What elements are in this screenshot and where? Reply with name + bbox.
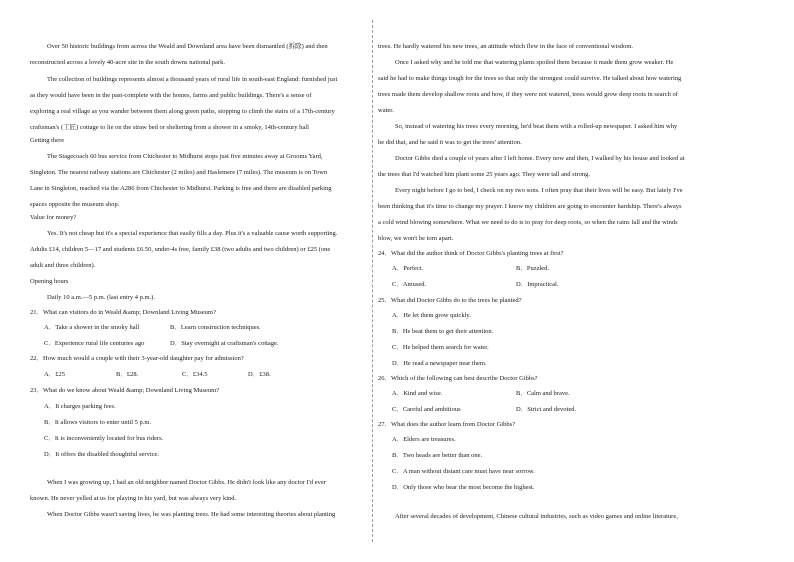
- passage-text: known. He never yelled at us for playing in his yard, but was always very kind.: [30, 495, 237, 502]
- passage-text: Once I asked why and he told me that watering plants spoiled them because it made them grow weaker. He: [395, 59, 674, 66]
- option-c: C．It is inconveniently located for bus riders.: [44, 435, 164, 442]
- question-stem: 27．What does the author learn from Doctor Gibbs?: [378, 421, 516, 428]
- passage-text: water.: [378, 107, 394, 114]
- option-c: C．£34.5: [182, 371, 208, 378]
- passage-text: trees made them develop shallow roots and how, if they were not watered, trees would grow deep roots in search of: [378, 91, 678, 98]
- option-c: C．Amused.: [392, 281, 427, 288]
- option-d: D．Impractical.: [516, 281, 559, 288]
- option-b: B．Calm and brave.: [516, 390, 570, 397]
- question-stem: 25．What did Doctor Gibbs do to the trees he planted?: [378, 297, 522, 304]
- option-c: C．A man without distant care must have near sorrow.: [392, 468, 535, 475]
- option-d: D．Stay overnight at craftsman's cottage.: [170, 340, 279, 347]
- passage-text: spaces opposite the museum shop.: [30, 201, 120, 208]
- option-b: B．Puzzled.: [516, 265, 550, 272]
- option-c: C．He helped them search for water.: [392, 344, 489, 351]
- option-d: D．He read a newspaper near them.: [392, 360, 487, 367]
- section-heading: Getting there: [30, 137, 65, 144]
- option-a: A．Perfect.: [392, 265, 424, 272]
- passage-text: trees. He hardly watered his new trees, an attitude which flew in the face of conventional wisdom.: [378, 43, 634, 50]
- option-a: A．£25: [44, 371, 65, 378]
- passage-text: Over 50 historic buildings from across the Weald and Downland area have been dismantled (拆除) and then: [47, 43, 328, 50]
- option-d: D．It offers the disabled thoughtful service.: [44, 451, 160, 458]
- option-a: A．Take a shower in the smoky hall: [44, 324, 140, 331]
- passage-text: craftsman's (工匠) cottage to lie on the straw bed or sheltering from a shower in a smoky, 14th-century hall: [30, 124, 309, 131]
- question-stem: 22．How much would a couple with their 3-year-old daughter pay for admission?: [30, 355, 244, 362]
- question-stem: 26．Which of the following can best describe Doctor Gibbs?: [378, 375, 538, 382]
- question-stem: 21．What can visitors do in Weald &amp; Downland Living Museum?: [30, 309, 216, 316]
- passage-text: a cold wind blowing somewhere. What we need to do is to pray for deep roots, so when the rains fall and the winds: [378, 219, 678, 226]
- passage-text: Singleton. The nearest railway stations are Chichester (2 miles) and Haslemere (7 miles). The museum is on Town: [30, 169, 328, 176]
- passage-text: blow, we won't be torn apart.: [378, 235, 454, 242]
- passage-text: as they would have been in the past-complete with the homes, farms and public buildings. There's a sense of: [30, 92, 312, 99]
- question-stem: 23．What do we know about Weald &amp; Downland Living Museum?: [30, 387, 220, 394]
- option-c: C．Experience rural life centuries ago: [44, 340, 145, 347]
- option-b: B．Two heads are better than one.: [392, 452, 483, 459]
- option-c: C．Careful and ambitious: [392, 406, 461, 413]
- right-column: [378, 0, 712, 562]
- passage-text: So, instead of watering his trees every morning, he'd beat them with a rolled-up newspaper. I asked him why: [395, 123, 678, 130]
- option-b: B．£28.: [116, 371, 139, 378]
- passage-text: been thinking that it's time to change my prayer. I know my children are going to encounter hardship. There's always: [378, 203, 682, 210]
- passage-text: Adults £14, children 5—17 and students £6.50, under-4s free, family £38 (two adults and two children) or £25 (one: [30, 246, 331, 253]
- passage-text: The Stagecoach 60 bus service from Chichester to Midhurst stops just five minutes away at Grooms Yard,: [47, 153, 323, 160]
- passage-text: Daily 10 a.m.—5 p.m. (last entry 4 p.m.).: [47, 294, 155, 301]
- section-heading: Value for money?: [30, 214, 77, 221]
- section-heading: Opening hours: [30, 278, 69, 285]
- option-b: B．Learn construction techniques.: [170, 324, 261, 331]
- passage-text: Lane in Singleton, reached via the A286 from Chichester to Midhurst. Parking is free and there are disabled parking: [30, 185, 332, 192]
- question-stem: 24．What did the author think of Doctor Gibbs's planting trees at first?: [378, 250, 564, 257]
- option-a: A．He let them grow quickly.: [392, 312, 471, 319]
- passage-text: Yes. It's not cheap but it's a special experience that easily fills a day. Plus it's a valuable cause worth supporting.: [47, 230, 338, 237]
- passage-text: The collection of buildings represents almost a thousand years of rural life in south-east England: furnished just: [47, 76, 338, 83]
- passage-text: reconstructed across a lovely 40-acre site in the south downs national park.: [30, 59, 225, 66]
- passage-text: Doctor Gibbs died a couple of years after I left home. Every now and then, I walked by his house and looked at: [395, 155, 685, 162]
- option-a: A．Kind and wise.: [392, 390, 443, 397]
- option-d: D．Strict and devoted.: [516, 406, 577, 413]
- option-b: B．He beat them to get their attention.: [392, 328, 494, 335]
- passage-text: said he had to make things tough for the trees so that only the strongest could survive. He talked about how watering: [378, 75, 682, 82]
- passage-text: After several decades of development, Chinese cultural industries, such as video games and online literature,: [395, 513, 678, 520]
- passage-text: When I was growing up, I had an old neighbor named Doctor Gibbs. He didn't look like any doctor I'd ever: [47, 479, 326, 486]
- passage-text: the trees that I'd watched him plant some 25 years ago. They were tall and strong.: [378, 171, 591, 178]
- option-b: B．It allows visitors to enter until 5 p.m.: [44, 419, 152, 426]
- option-d: D．£38.: [248, 371, 271, 378]
- passage-text: When Doctor Gibbs wasn't saving lives, he was planting trees. He had some interesting theories about planting: [47, 511, 336, 518]
- option-a: A．Elders are treasures.: [392, 436, 456, 443]
- column-divider: [372, 20, 373, 542]
- passage-text: he did that, and he said it was to get the trees' attention.: [378, 139, 522, 146]
- passage-text: exploring a real village as you wander between them along green paths, stopping to climb the stairs of a 17th-century: [30, 108, 335, 115]
- option-a: A．It charges parking fees.: [44, 403, 116, 410]
- passage-text: Every night before I go to bed, I check on my two sons. I often pray that their lives will be easy. But lately I've: [395, 187, 683, 194]
- passage-text: adult and three children).: [30, 262, 96, 269]
- left-column: [30, 0, 368, 562]
- option-d: D．Only those who bear the most become the highest.: [392, 484, 535, 491]
